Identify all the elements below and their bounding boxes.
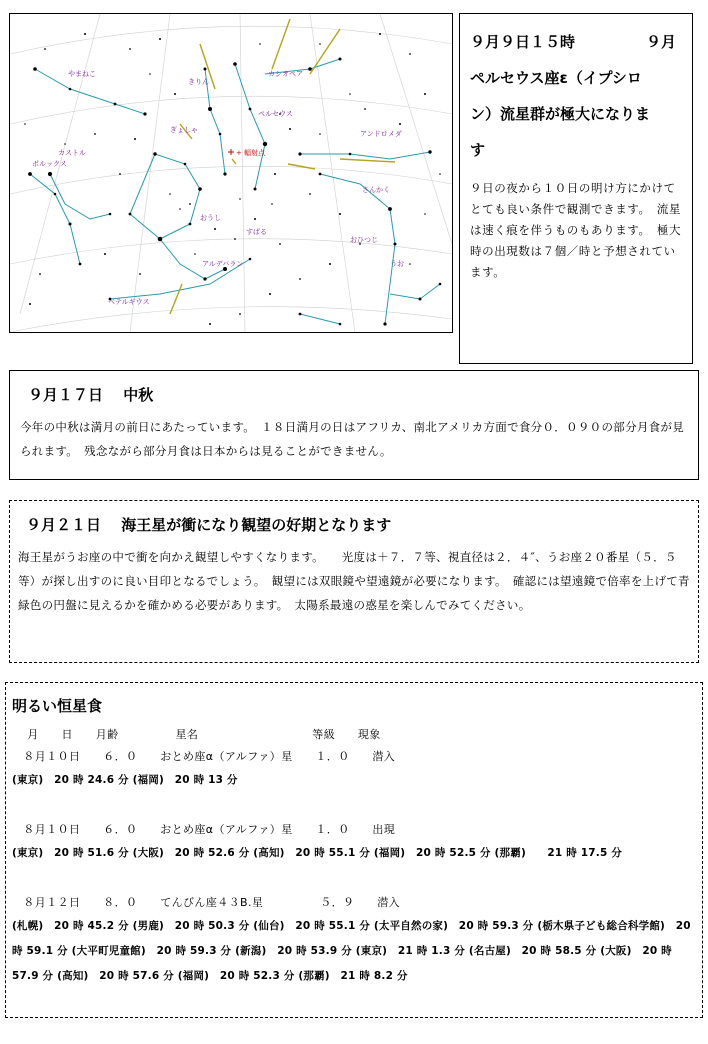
label-uo: うお <box>390 260 404 268</box>
label-oushi: おうし <box>200 214 221 222</box>
meteor-title-line-1: ペルセウス座ε（イプシロ <box>470 69 642 87</box>
neptune-section <box>9 500 699 663</box>
occultation-event-detail: (札幌) 20 時 45.2 分 (男鹿) 20 時 50.3 分 (仙台) 20 時 55.1 分 (太平自然の家) 20 時 59.3 分 (栃木県子ども総合科学館) 20 時 59.1 分 (大平町児童館) 20 時 59.3 分 (新潟) 20 時 53.9 分 (東京) 21 時 1.3 分 (名古屋) 20 時 58.5 分 (大阪) 20 時 57.9 分 (高知) 20 時 57.6 分 (福岡) 20 時 52.3 分 (那覇) 21 時 8.2 分 <box>12 920 691 982</box>
meteor-shower-notice <box>459 13 693 364</box>
meteor-date-2: ９月 <box>646 33 677 51</box>
label-castor: カストル <box>58 149 86 157</box>
star-map-figure <box>10 14 452 332</box>
meteor-title-line-2: ン）流星群が極大になりま <box>470 105 651 123</box>
meteor-title <box>470 24 684 60</box>
mid-autumn-section <box>9 370 699 480</box>
neptune-heading: ９月２１日 海王星が衝になり観望の好期となります <box>26 516 392 534</box>
neptune-body: 海王星がうお座の中で衝を向かえ観望しやすくなります。 光度は＋７．７等、視直径は２．４″、うお座２０番星（５．５等）が探し出すのに良い目印となるでしょう。 観望には双眼鏡や望遠鏡が必要になります。 確認には望遠鏡で倍率を上げて青緑色の円盤に見えるかを確かめる必要があります。 太陽系最遠の惑星を楽しんでみてください。 <box>18 550 690 612</box>
occultation-table-header: 月 日 月齢 星名 等級 現象 <box>12 728 381 741</box>
occultation-section <box>5 682 703 1018</box>
mid-autumn-body: 今年の中秋は満月の前日にあたっています。 １８日満月の日はアフリカ、南北アメリカ方面で食分０．０９０の部分月食が見られます。 残念ながら部分月食は日本からは見ることができません。 <box>20 420 685 458</box>
label-cassiopeia: カシオペア <box>268 70 303 78</box>
star-map <box>9 13 453 333</box>
label-gyosha: ぎょしゃ <box>170 126 198 134</box>
label-subaru: すばる <box>246 228 267 236</box>
occultation-heading: 明るい恒星食 <box>12 697 103 715</box>
label-aldebaran: アルデバラン <box>202 260 244 268</box>
label-pollux: ポルックス <box>32 160 67 168</box>
radiant-marker <box>228 149 234 155</box>
label-andromeda: アンドロメダ <box>360 130 402 138</box>
label-kakusei: + 輻射点 <box>236 149 266 157</box>
meteor-body: ９日の夜から１０日の明け方にかけてとても良い条件で観測できます。 流星は速く痕を伴うものもあります。 極大時の出現数は７個／時と予想されています。 <box>470 181 682 279</box>
meteor-title-line-3: す <box>470 141 486 159</box>
label-betelgeuse: ベテルギウス <box>108 298 150 306</box>
occultation-event-row: ８月１０日 ６．０ おとめ座α（アルファ）星 １．０ 潜入 <box>12 750 396 763</box>
label-kirin: きりん <box>188 78 209 86</box>
label-sankaku: さんかく <box>362 186 390 194</box>
label-yamaneko: やまねこ <box>68 70 96 78</box>
occultation-event-row: ８月１２日 ８．０ てんびん座４３B.星 ５．９ 潜入 <box>12 896 401 909</box>
label-ohitsuji: おひつじ <box>350 236 378 244</box>
occultation-event-row: ８月１０日 ６．０ おとめ座α（アルファ）星 １．０ 出現 <box>12 823 396 836</box>
meteor-date: ９月９日１５時 <box>470 33 576 51</box>
occultation-event-detail: (東京) 20 時 24.6 分 (福岡) 20 時 13 分 <box>12 774 238 786</box>
mid-autumn-heading: ９月１７日 中秋 <box>28 386 154 404</box>
label-perseus: ペルセウス <box>258 110 293 118</box>
occultation-event-detail: (東京) 20 時 51.6 分 (大阪) 20 時 52.6 分 (高知) 20 時 55.1 分 (福岡) 20 時 52.5 分 (那覇) 21 時 17.5 分 <box>12 847 623 859</box>
star-map-grid <box>10 14 452 332</box>
